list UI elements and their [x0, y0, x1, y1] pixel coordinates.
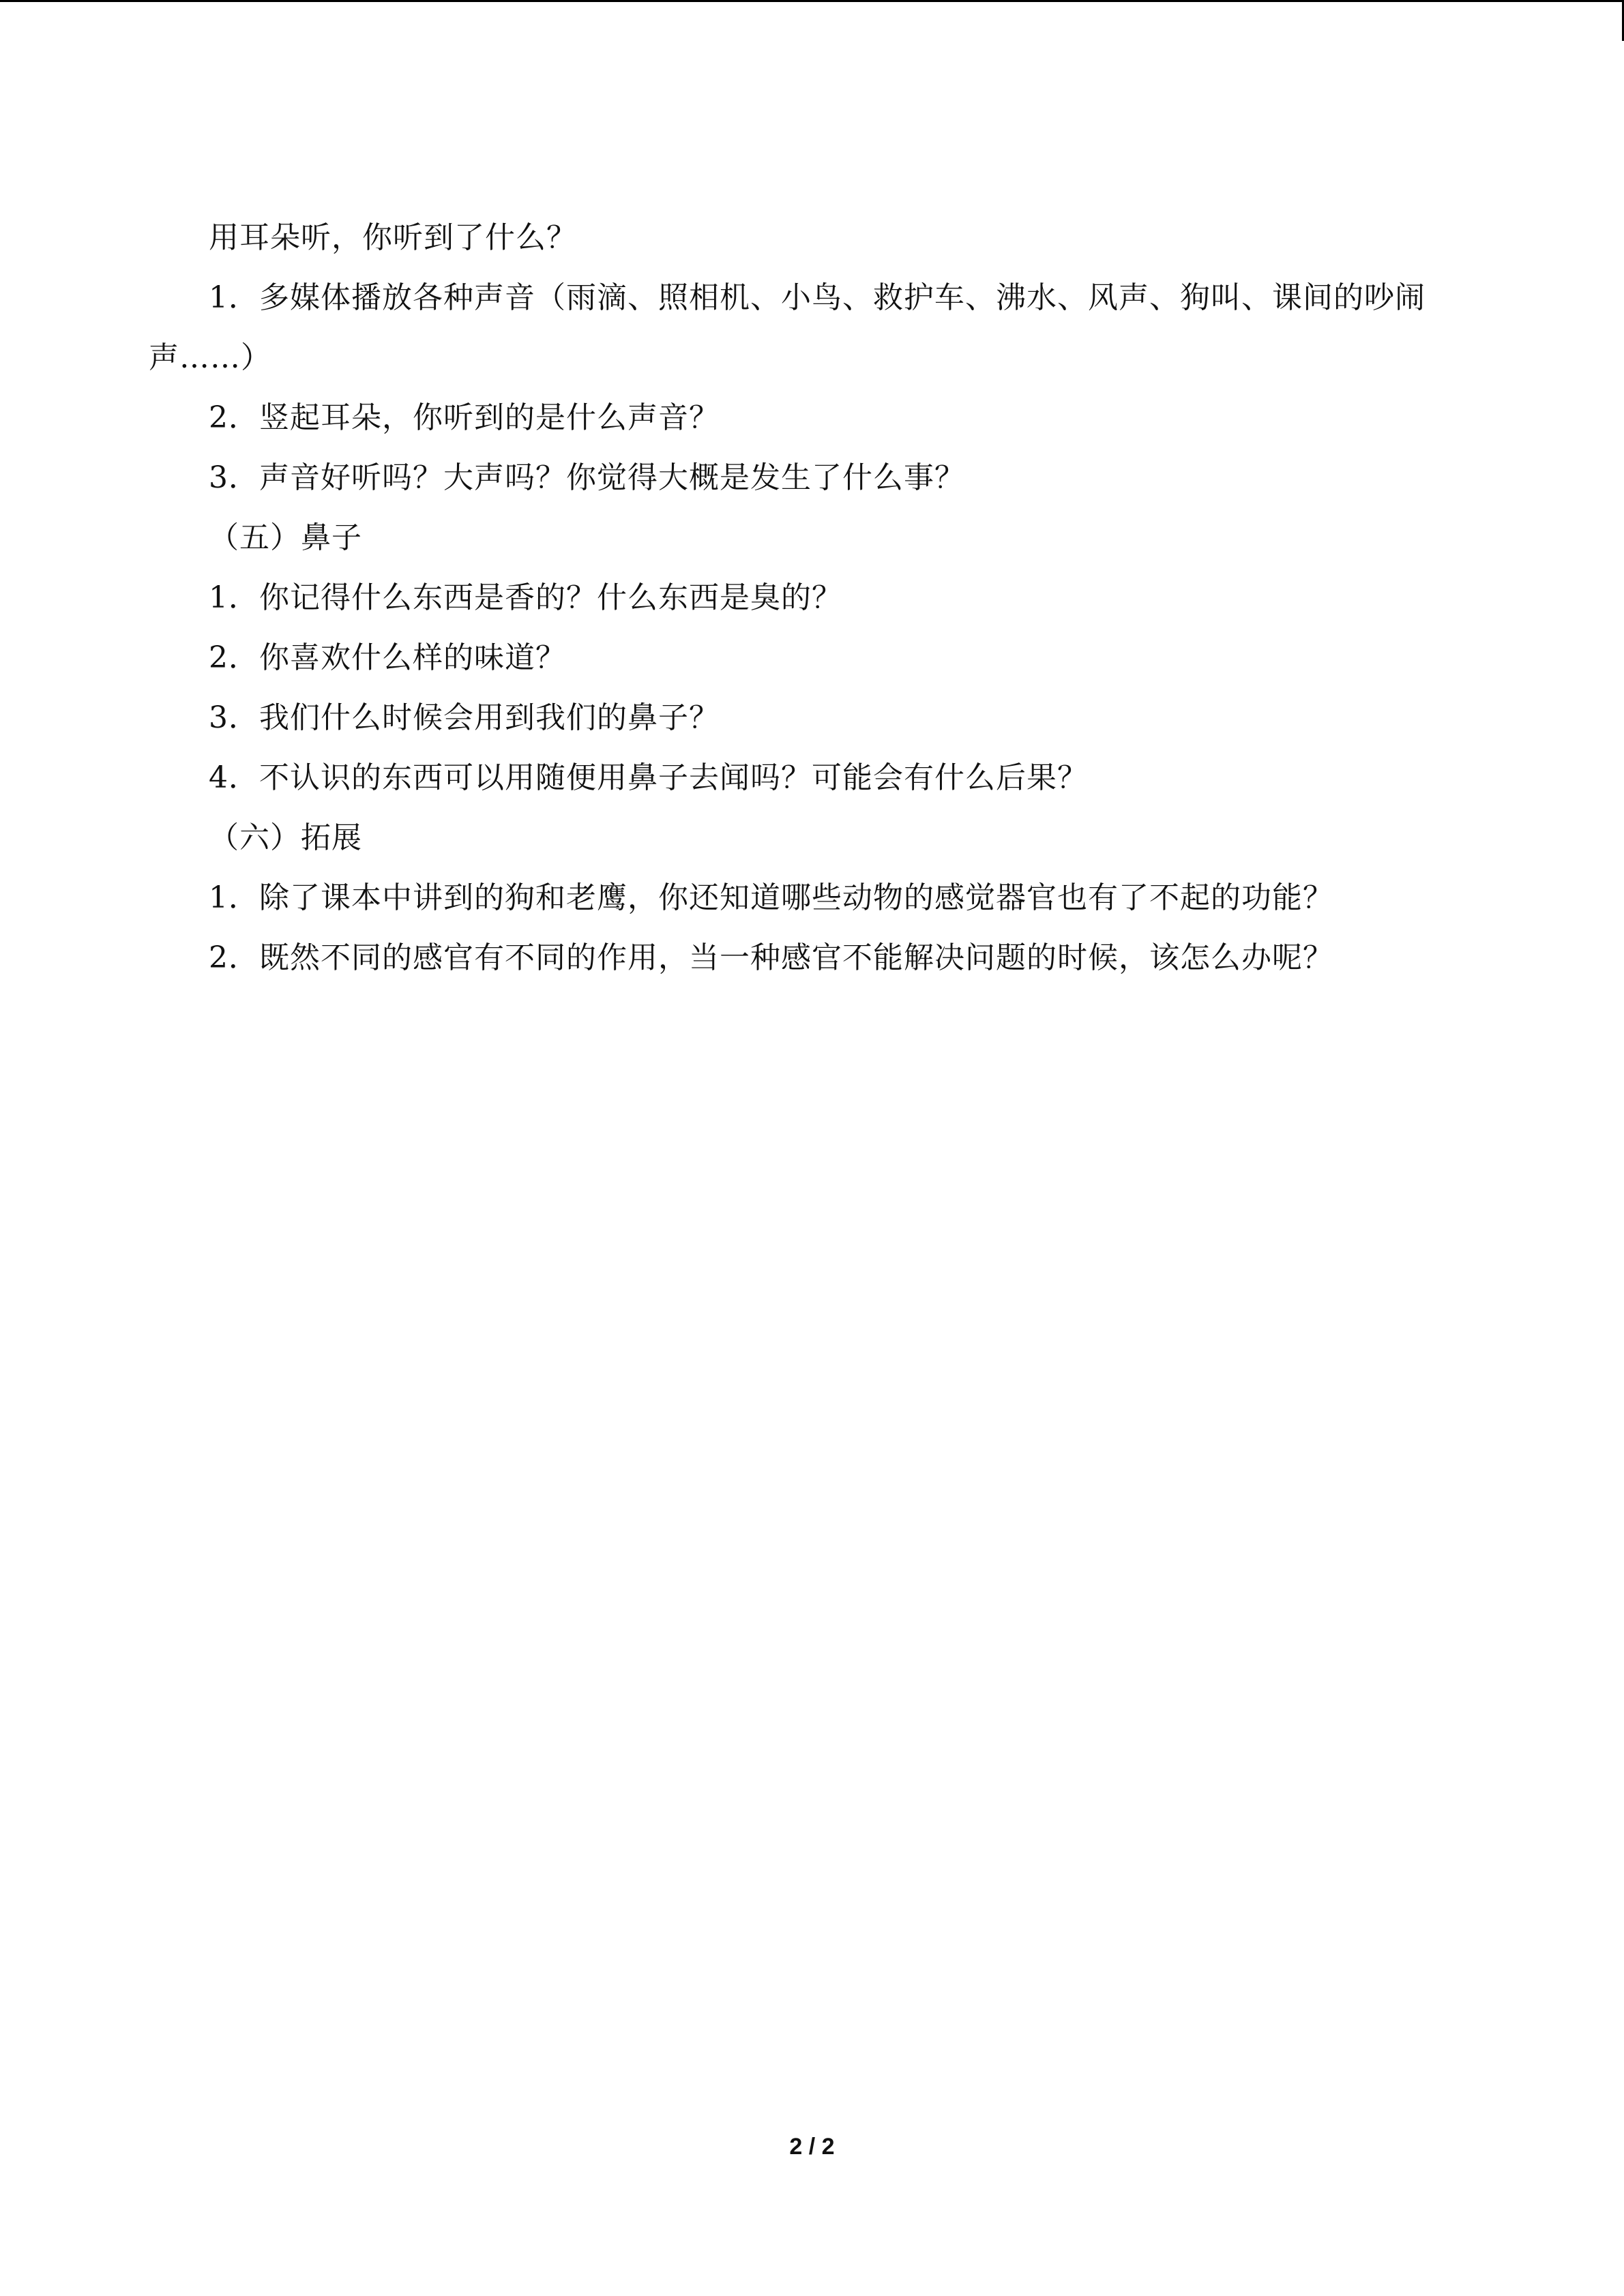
paragraph-listen-intro: 用耳朵听，你听到了什么？: [209, 220, 577, 255]
paragraph-listen-item-3: 3．声音好听吗？大声吗？你觉得大概是发生了什么事？: [209, 460, 965, 495]
paragraph-nose-item-4: 4．不认识的东西可以用随便用鼻子去闻吗？可能会有什么后果？: [209, 760, 1088, 795]
paragraph-nose-item-3: 3．我们什么时候会用到我们的鼻子？: [209, 700, 720, 735]
document-body: [149, 208, 1475, 988]
paragraph-listen-item-1: 1．多媒体播放各种声音（雨滴、照相机、小鸟、救护车、沸水、风声、狗叫、课间的吵闹声……）: [149, 280, 1426, 375]
page-top-border: [0, 0, 1624, 2]
paragraph-extension-item-1: 1．除了课本中讲到的狗和老鹰，你还知道哪些动物的感觉器官也有了不起的功能？: [209, 880, 1333, 915]
section-heading-extension: （六）拓展: [209, 820, 362, 855]
paragraph-listen-item-2: 2．竖起耳朵，你听到的是什么声音？: [209, 400, 720, 435]
paragraph-nose-item-1: 1．你记得什么东西是香的？什么东西是臭的？: [209, 580, 842, 615]
paragraph-extension-item-2: 2．既然不同的感官有不同的作用，当一种感官不能解决问题的时候，该怎么办呢？: [209, 940, 1333, 975]
paragraph-nose-item-2: 2．你喜欢什么样的味道？: [209, 640, 566, 675]
page-number: 2 / 2: [789, 2134, 835, 2160]
section-heading-nose: （五）鼻子: [209, 520, 362, 555]
